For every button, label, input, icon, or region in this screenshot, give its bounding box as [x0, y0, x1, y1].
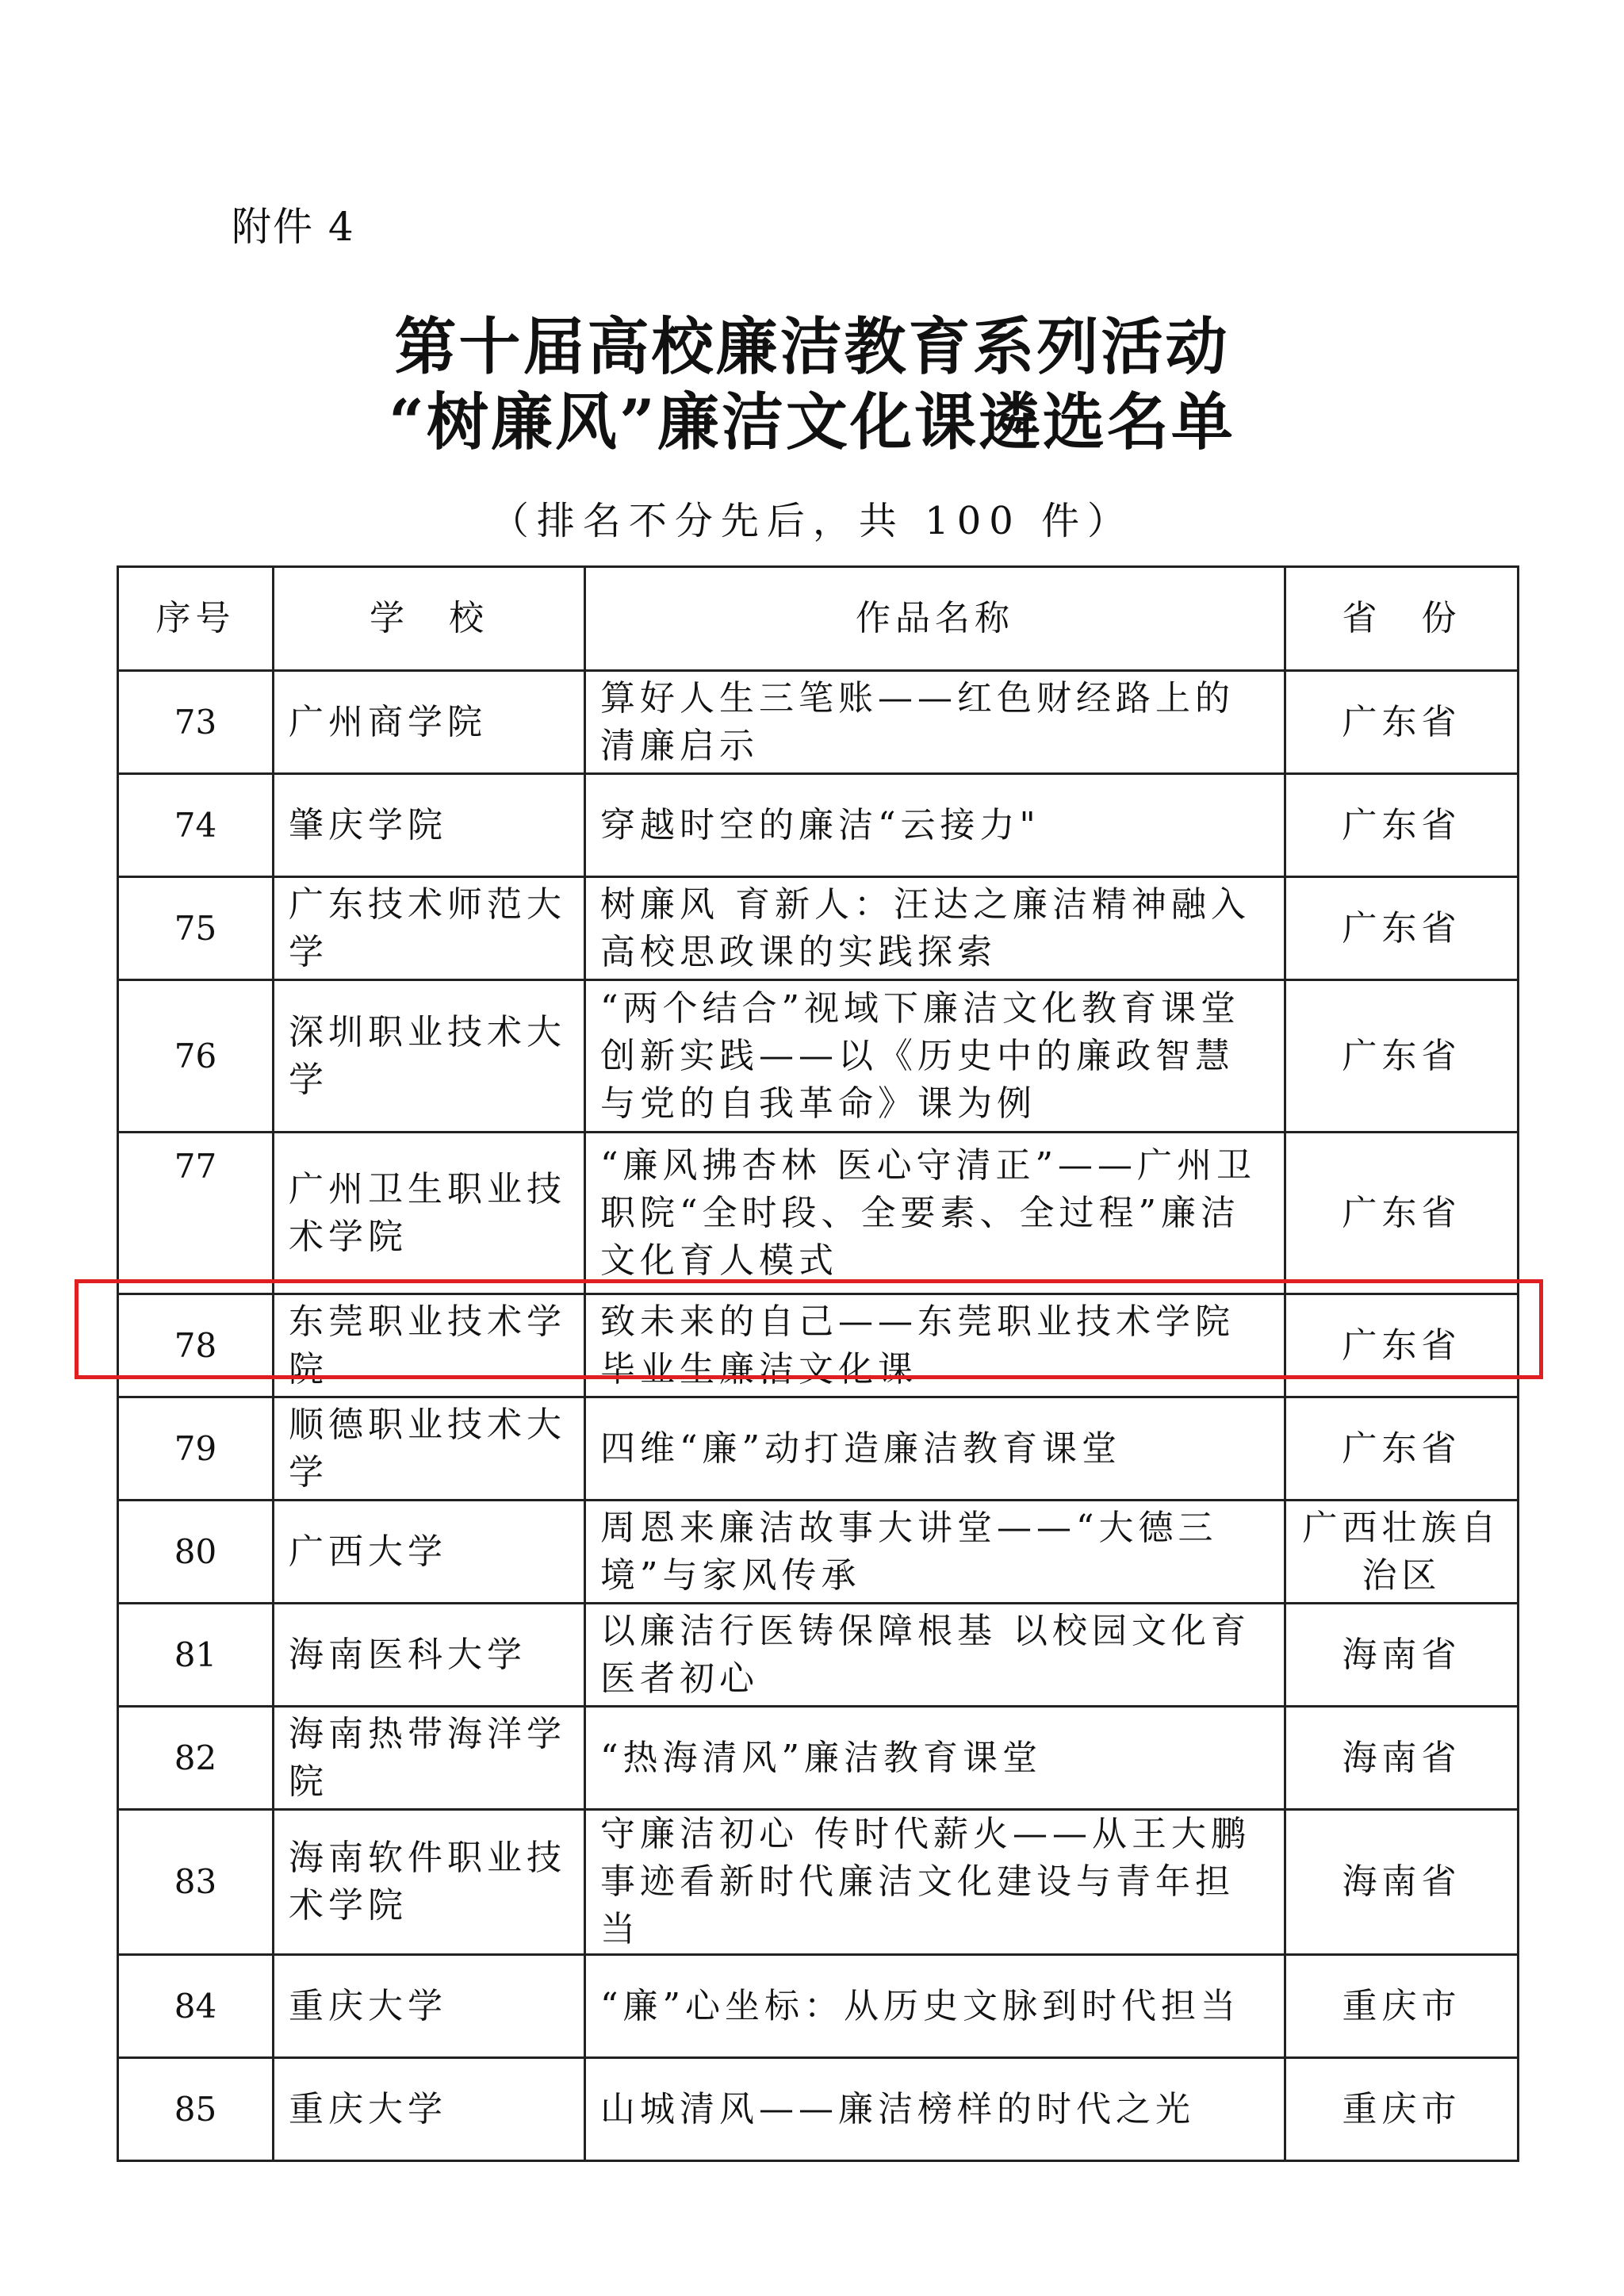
row-number: 83: [118, 1810, 274, 1955]
table-row: [118, 774, 1519, 877]
row-school: 广州商学院: [274, 671, 585, 774]
row-number: 80: [118, 1501, 274, 1604]
row-school: 重庆大学: [274, 2058, 585, 2161]
table-row: [118, 1133, 1519, 1294]
row-number: 81: [118, 1604, 274, 1707]
table-row: [118, 1955, 1519, 2058]
row-school: 东莞职业技术学院: [274, 1294, 585, 1397]
row-number: 73: [118, 671, 274, 774]
table-row: [118, 1707, 1519, 1810]
table-row: [118, 1810, 1519, 1955]
selection-table: [117, 565, 1519, 2162]
document-title-line-1: 第十届高校廉洁教育系列活动: [394, 311, 1230, 383]
row-school: 海南热带海洋学院: [274, 1707, 585, 1810]
row-province: 重庆市: [1285, 1955, 1519, 2058]
row-school: 重庆大学: [274, 1955, 585, 2058]
header-work: 作品名称: [585, 567, 1285, 671]
row-province: 海南省: [1285, 1604, 1519, 1707]
row-school: 海南医科大学: [274, 1604, 585, 1707]
row-number: 75: [118, 877, 274, 980]
document-title-line-2: “树廉风”廉洁文化课遴选名单: [389, 386, 1235, 458]
header-number: 序号: [118, 567, 274, 671]
header-province: 省 份: [1285, 567, 1519, 671]
row-work: 算好人生三笔账——红色财经路上的清廉启示: [585, 671, 1285, 774]
row-province: 重庆市: [1285, 2058, 1519, 2161]
row-province: 广东省: [1285, 1294, 1519, 1397]
row-school: 肇庆学院: [274, 774, 585, 877]
row-work: “热海清风”廉洁教育课堂: [585, 1707, 1285, 1810]
row-province: 广东省: [1285, 1397, 1519, 1501]
row-work: 穿越时空的廉洁“云接力": [585, 774, 1285, 877]
row-work: 树廉风 育新人：汪达之廉洁精神融入高校思政课的实践探索: [585, 877, 1285, 980]
row-work: “廉”心坐标：从历史文脉到时代担当: [585, 1955, 1285, 2058]
row-number: 76: [118, 980, 274, 1133]
row-province: 广东省: [1285, 877, 1519, 980]
row-province: 海南省: [1285, 1707, 1519, 1810]
row-number: 84: [118, 1955, 274, 2058]
row-school: 深圳职业技术大学: [274, 980, 585, 1133]
row-number: 85: [118, 2058, 274, 2161]
row-work: 山城清风——廉洁榜样的时代之光: [585, 2058, 1285, 2161]
row-province: 广东省: [1285, 1133, 1519, 1294]
row-school: 广西大学: [274, 1501, 585, 1604]
table-row: [118, 1501, 1519, 1604]
attachment-label: 附件 4: [232, 204, 355, 250]
row-work: 四维“廉”动打造廉洁教育课堂: [585, 1397, 1285, 1501]
row-province: 海南省: [1285, 1810, 1519, 1955]
row-work: 守廉洁初心 传时代薪火——从王大鹏事迹看新时代廉洁文化建设与青年担当: [585, 1810, 1285, 1955]
row-number: 78: [118, 1294, 274, 1397]
table-header-row: [118, 567, 1519, 671]
document-subtitle: （排名不分先后，共 100 件）: [490, 499, 1134, 543]
table-row: [118, 980, 1519, 1133]
row-school: 海南软件职业技术学院: [274, 1810, 585, 1955]
table-row: [118, 671, 1519, 774]
row-province: 广东省: [1285, 980, 1519, 1133]
row-work: 致未来的自己——东莞职业技术学院毕业生廉洁文化课: [585, 1294, 1285, 1397]
row-school: 顺德职业技术大学: [274, 1397, 585, 1501]
table-row: [118, 2058, 1519, 2161]
row-number: 79: [118, 1397, 274, 1501]
header-school: 学 校: [274, 567, 585, 671]
table-row: [118, 877, 1519, 980]
table-row-highlighted: [118, 1294, 1519, 1397]
row-work: “两个结合”视域下廉洁文化教育课堂创新实践——以《历史中的廉政智慧与党的自我革命》课为例: [585, 980, 1285, 1133]
row-work: 以廉洁行医铸保障根基 以校园文化育医者初心: [585, 1604, 1285, 1707]
table-row: [118, 1604, 1519, 1707]
row-school: 广东技术师范大学: [274, 877, 585, 980]
row-work: “廉风拂杏林 医心守清正”——广州卫职院“全时段、全要素、全过程”廉洁文化育人模式: [585, 1133, 1285, 1294]
row-province: 广西壮族自治区: [1285, 1501, 1519, 1604]
row-number: 74: [118, 774, 274, 877]
row-province: 广东省: [1285, 671, 1519, 774]
row-number: 77: [118, 1133, 274, 1294]
row-work: 周恩来廉洁故事大讲堂——“大德三境”与家风传承: [585, 1501, 1285, 1604]
row-number: 82: [118, 1707, 274, 1810]
row-school: 广州卫生职业技术学院: [274, 1133, 585, 1294]
table-row: [118, 1397, 1519, 1501]
row-province: 广东省: [1285, 774, 1519, 877]
